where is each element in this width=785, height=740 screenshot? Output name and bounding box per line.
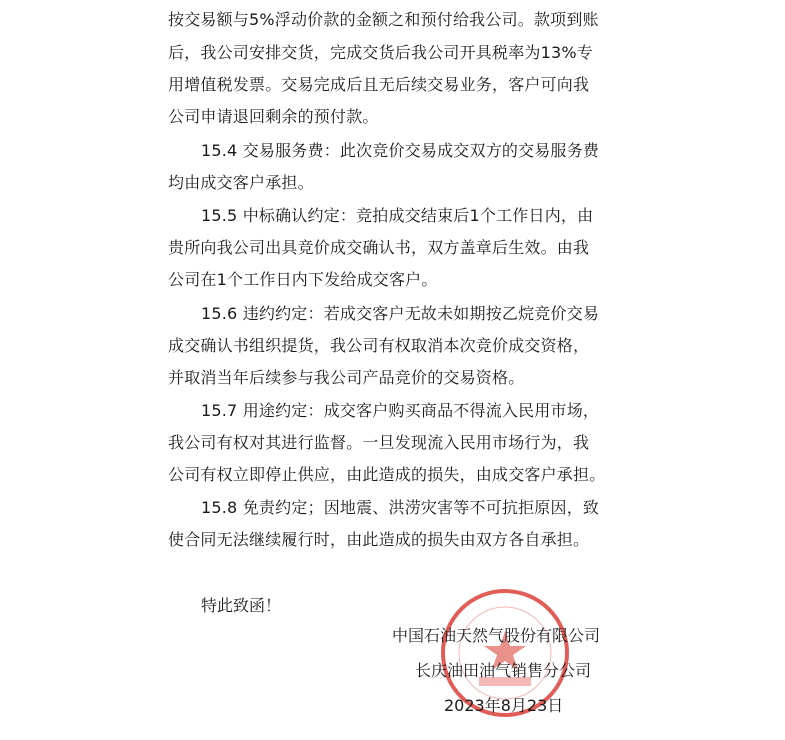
- signature-company-line1: 中国石油天然气股份有限公司: [392, 626, 601, 645]
- clause-15-5-heading: 15.5 中标确认约定：竞拍成交结束后1个工作日内，由: [201, 206, 594, 225]
- paragraph-line: 后，我公司安排交货，完成交货后我公司开具税率为13%专: [168, 43, 593, 62]
- paragraph-line: 公司申请退回剩余的预付款。: [168, 107, 379, 126]
- clause-15-6-heading: 15.6 违约约定：若成交客户无故未如期按乙烷竞价交易: [201, 304, 600, 323]
- clause-15-4-heading: 15.4 交易服务费：此次竞价交易成交双方的交易服务费: [201, 141, 600, 160]
- paragraph-line: 并取消当年后续参与我公司产品竞价的交易资格。: [168, 368, 525, 387]
- paragraph-line: 贵所向我公司出具竞价成交确认书，双方盖章后生效。由我: [168, 238, 590, 257]
- signature-company-line2: 长庆油田油气销售分公司: [415, 661, 592, 680]
- paragraph-line: 使合同无法继续履行时，由此造成的损失由双方各自承担。: [168, 530, 590, 549]
- signature-date: 2023年8月23日: [444, 696, 564, 715]
- paragraph-line: 成交确认书组织提货，我公司有权取消本次竞价成交资格，: [168, 336, 590, 355]
- paragraph-line: 用增值税发票。交易完成后且无后续交易业务，客户可向我: [168, 75, 590, 94]
- paragraph-line: 公司在1个工作日内下发给成交客户。: [168, 270, 438, 289]
- closing-remark: 特此致函！: [201, 596, 282, 615]
- clause-15-8-heading: 15.8 免责约定；因地震、洪涝灾害等不可抗拒原因，致: [201, 498, 600, 517]
- paragraph-line: 均由成交客户承担。: [168, 173, 314, 192]
- clause-15-7-heading: 15.7 用途约定：成交客户购买商品不得流入民用市场，: [201, 401, 600, 420]
- paragraph-line: 公司有权立即停止供应，由此造成的损失，由成交客户承担。: [168, 465, 606, 484]
- paragraph-line: 我公司有权对其进行监督。一旦发现流入民用市场行为，我: [168, 433, 590, 452]
- paragraph-line: 按交易额与5%浮动价款的金额之和预付给我公司。款项到账: [168, 10, 599, 29]
